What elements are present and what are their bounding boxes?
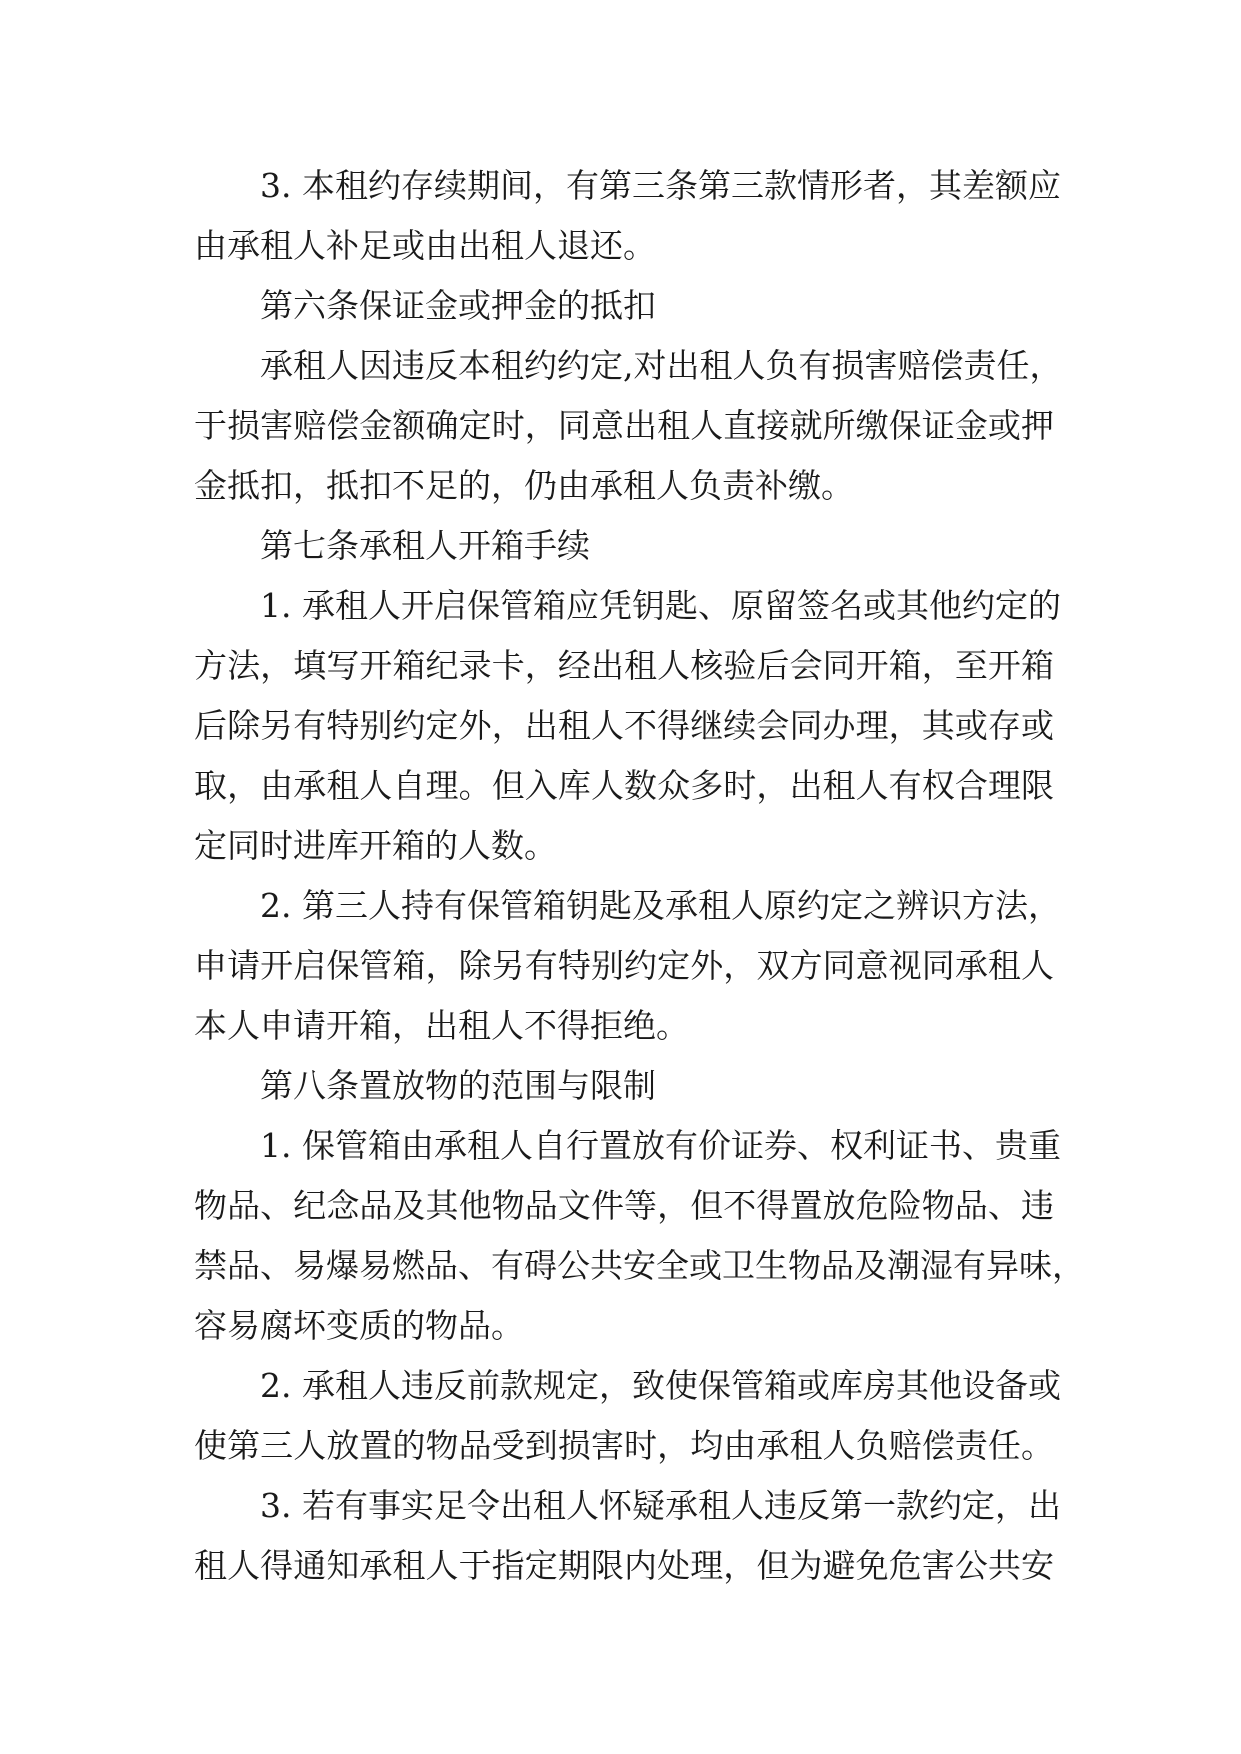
paragraph-line: 3. 本租约存续期间，有第三条第三款情形者，其差额应 — [260, 166, 1061, 205]
paragraph-line: 后除另有特别约定外，出租人不得继续会同办理，其或存或 — [194, 706, 1054, 745]
paragraph-line: 物品、纪念品及其他物品文件等，但不得置放危险物品、违 — [194, 1186, 1054, 1225]
paragraph-line: 方法，填写开箱纪录卡，经出租人核验后会同开箱，至开箱 — [194, 646, 1054, 685]
paragraph-line: 取，由承租人自理。但入库人数众多时，出租人有权合理限 — [194, 766, 1054, 805]
paragraph-line: 申请开启保管箱，除另有特别约定外，双方同意视同承租人 — [194, 946, 1054, 985]
paragraph-line: 使第三人放置的物品受到损害时，均由承租人负赔偿责任。 — [194, 1426, 1054, 1465]
document-body — [194, 156, 1085, 1596]
paragraph-line: 2. 承租人违反前款规定，致使保管箱或库房其他设备或 — [260, 1366, 1061, 1405]
paragraph-line: 租人得通知承租人于指定期限内处理，但为避免危害公共安 — [194, 1546, 1054, 1585]
paragraph-line: 金抵扣，抵扣不足的，仍由承租人负责补缴。 — [194, 466, 854, 505]
paragraph-line: 1. 保管箱由承租人自行置放有价证券、权利证书、贵重 — [260, 1126, 1061, 1165]
paragraph-line: 1. 承租人开启保管箱应凭钥匙、原留签名或其他约定的 — [260, 586, 1061, 625]
paragraph-line: 3. 若有事实足令出租人怀疑承租人违反第一款约定，出 — [260, 1486, 1061, 1525]
paragraph-line: 2. 第三人持有保管箱钥匙及承租人原约定之辨识方法， — [260, 886, 1061, 925]
paragraph-line: 定同时进库开箱的人数。 — [194, 826, 557, 865]
paragraph-line: 容易腐坏变质的物品。 — [194, 1306, 524, 1345]
section-heading-6: 第六条保证金或押金的抵扣 — [260, 286, 656, 325]
paragraph-line: 禁品、易爆易燃品、有碍公共安全或卫生物品及潮湿有异味， — [194, 1246, 1085, 1285]
paragraph-line: 本人申请开箱，出租人不得拒绝。 — [194, 1006, 689, 1045]
section-heading-7: 第七条承租人开箱手续 — [260, 526, 590, 565]
paragraph-line: 于损害赔偿金额确定时，同意出租人直接就所缴保证金或押 — [194, 406, 1054, 445]
paragraph-line: 由承租人补足或由出租人退还。 — [194, 226, 656, 265]
paragraph-line: 承租人因违反本租约约定,对出租人负有损害赔偿责任， — [260, 346, 1063, 385]
section-heading-8: 第八条置放物的范围与限制 — [260, 1066, 656, 1105]
